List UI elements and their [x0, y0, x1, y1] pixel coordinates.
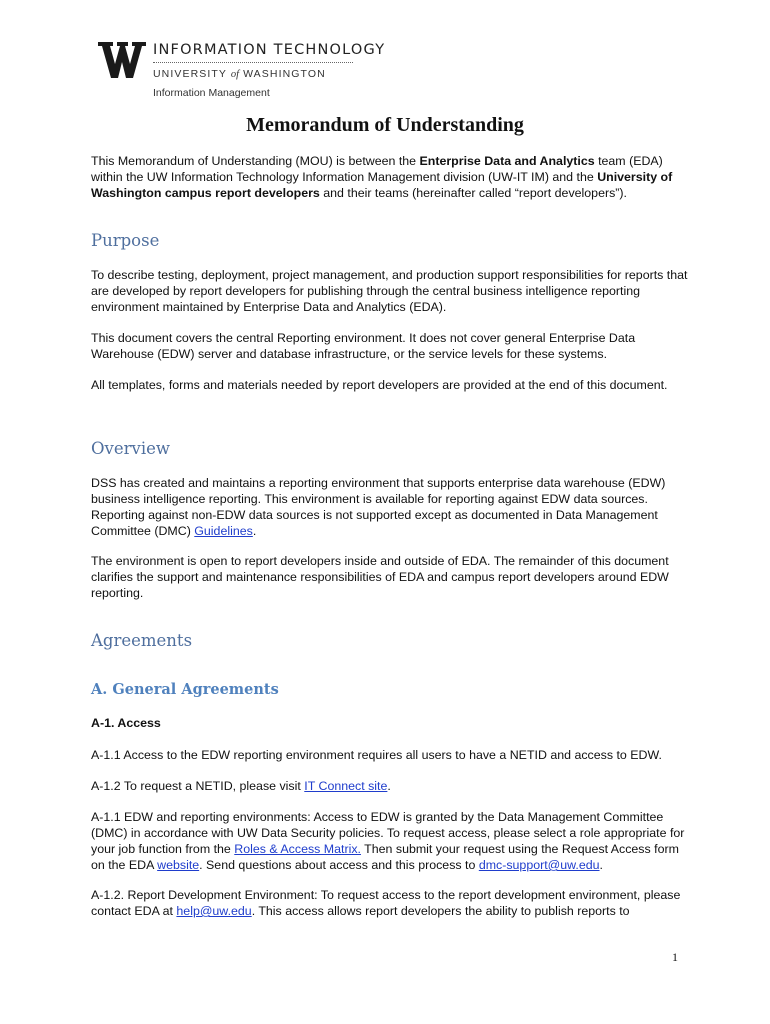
- logo-divider: [153, 62, 353, 63]
- access-paragraph-1: A-1.1 Access to the EDW reporting environment requires all users to have a NETID and access to EDW.: [91, 748, 662, 762]
- help-email-link[interactable]: help@uw.edu: [176, 904, 252, 918]
- agreements-heading: Agreements: [91, 631, 193, 650]
- overview-heading: Overview: [91, 439, 170, 458]
- uw-it-logo: [98, 42, 386, 102]
- purpose-paragraph-2: This document covers the central Reporting environment. It does not cover general Enterprise Data Warehouse (EDW) server and database infrastructure, or the service levels for these systems.: [91, 331, 636, 361]
- page-number: 1: [672, 950, 678, 964]
- logo-university-text: UNIVERSITY of WASHINGTON: [153, 68, 326, 80]
- intro-paragraph: This Memorandum of Understanding (MOU) is between the Enterprise Data and Analytics team (EDA) within the UW Information Technology Information Management division (UW-IT IM) and the University of Washington campus report developers and their teams (hereinafter called “report developers”).: [91, 154, 673, 200]
- access-paragraph-3: A-1.1 EDW and reporting environments: Access to EDW is granted by the Data Management Committee (DMC) in accordance with UW Data Security policies. To request access, please select a role appropriate for your job function from the Roles & Access Matrix. Then submit your request using the Request Access form on the EDA website. Send questions about access and this process to dmc-support@uw.edu.: [91, 810, 685, 872]
- eda-website-link[interactable]: website: [157, 858, 200, 872]
- dmc-support-email-link[interactable]: dmc-support@uw.edu: [478, 858, 600, 872]
- roles-access-matrix-link[interactable]: Roles & Access Matrix.: [234, 842, 361, 856]
- logo-division-text: Information Management: [153, 87, 270, 99]
- access-paragraph-2: A-1.2 To request a NETID, please visit IT Connect site.: [91, 779, 391, 793]
- it-connect-link[interactable]: IT Connect site: [304, 779, 388, 793]
- purpose-heading: Purpose: [91, 231, 160, 250]
- access-heading: A-1. Access: [91, 716, 161, 730]
- purpose-paragraph-1: To describe testing, deployment, project management, and production support responsibilities for reports that are developed by report developers for publishing through the central business intelligence reporting environment maintained by Enterprise Data and Analytics (EDA).: [91, 268, 688, 314]
- overview-paragraph-2: The environment is open to report developers inside and outside of EDA. The remainder of this document clarifies the support and maintenance responsibilities of EDA and campus report developers around EDW reporting.: [91, 554, 669, 600]
- guidelines-link[interactable]: Guidelines: [194, 524, 253, 538]
- document-title: Memorandum of Understanding: [246, 114, 524, 136]
- general-agreements-heading: A. General Agreements: [91, 681, 279, 698]
- uw-w-logo-icon: [98, 42, 146, 78]
- access-paragraph-4: A-1.2. Report Development Environment: To request access to the report development environment, please contact EDA at help@uw.edu. This access allows report developers the ability to publish reports to: [91, 888, 681, 918]
- purpose-paragraph-3: All templates, forms and materials needed by report developers are provided at the end of this document.: [91, 378, 668, 392]
- overview-paragraph-1: DSS has created and maintains a reporting environment that supports enterprise data warehouse (EDW) business intelligence reporting. This environment is available for reporting against EDW data sources. Reporting against non-EDW data sources is not supported except as documented in Data Management Committee (DMC) Guidelines.: [91, 476, 666, 538]
- logo-unit-text: INFORMATION TECHNOLOGY: [153, 42, 386, 58]
